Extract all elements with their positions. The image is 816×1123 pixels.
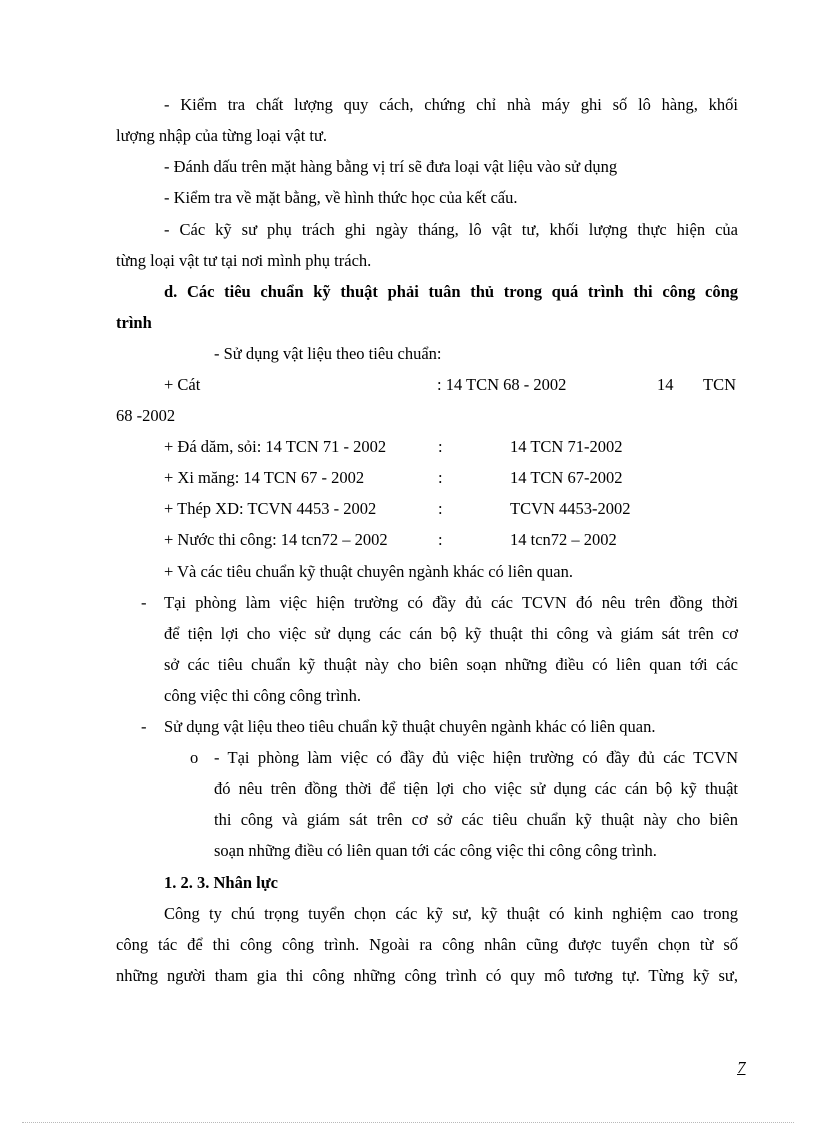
standard-row-value: 14 TCN 71-2002 bbox=[510, 437, 623, 456]
standard-cat-wrap: 68 -2002 bbox=[116, 406, 176, 425]
page-number: 7 bbox=[737, 1058, 746, 1077]
standard-row-label: + Xi măng: 14 TCN 67 - 2002 bbox=[164, 468, 365, 487]
paragraph-4-line-1: - Các kỹ sư phụ trách ghi ngày tháng, lô vật tư, khối lượng thực hiện của bbox=[164, 220, 738, 239]
standard-cat-label: + Cát bbox=[164, 375, 201, 394]
bullet-1-line-1: Tại phòng làm việc hiện trường có đầy đủ các TCVN đó nêu trên đồng thời bbox=[164, 593, 738, 612]
standard-row-value: TCVN 4453-2002 bbox=[510, 499, 631, 518]
section-line-3: những người tham gia thi công những công trình có quy mô tương tự. Từng kỹ sư, bbox=[116, 966, 738, 985]
paragraph-3: - Kiểm tra về mặt bằng, về hình thức học của kết cấu. bbox=[164, 188, 518, 207]
standard-row-value: 14 tcn72 – 2002 bbox=[510, 530, 617, 549]
section-line-2: công tác để thi công công trình. Ngoài ra công nhân cũng được tuyển chọn từ số bbox=[116, 935, 738, 954]
bullet-1-line-3: sở các tiêu chuẩn kỹ thuật này cho biên soạn những điều có liên quan tới các bbox=[164, 655, 738, 674]
standard-cat-extra-b: TCN bbox=[703, 375, 736, 394]
bullet-2: Sử dụng vật liệu theo tiêu chuẩn kỹ thuật chuyên ngành khác có liên quan. bbox=[164, 717, 656, 736]
section-heading: 1. 2. 3. Nhân lực bbox=[164, 873, 278, 892]
sub-bullet-marker: o bbox=[190, 748, 199, 767]
standard-row-label: + Nước thi công: 14 tcn72 – 2002 bbox=[164, 530, 388, 549]
paragraph-1-line-2: lượng nhập của từng loại vật tư. bbox=[116, 126, 328, 145]
paragraph-4-line-2: từng loại vật tư tại nơi mình phụ trách. bbox=[116, 251, 372, 270]
sub-bullet-line-4: soạn những điều có liên quan tới các công việc thi công công trình. bbox=[214, 841, 657, 860]
bullet-dash: - bbox=[141, 717, 147, 736]
standard-row-label: + Thép XD: TCVN 4453 - 2002 bbox=[164, 499, 377, 518]
standard-row-colon: : bbox=[438, 468, 443, 487]
standards-other: + Và các tiêu chuẩn kỹ thuật chuyên ngành khác có liên quan. bbox=[164, 562, 573, 581]
bullet-1-line-4: công việc thi công công trình. bbox=[164, 686, 362, 705]
standard-row-colon: : bbox=[438, 499, 443, 518]
paragraph-2: - Đánh dấu trên mặt hàng bằng vị trí sẽ đưa loại vật liệu vào sử dụng bbox=[164, 157, 618, 176]
standards-intro: - Sử dụng vật liệu theo tiêu chuẩn: bbox=[214, 344, 442, 363]
bullet-dash: - bbox=[141, 593, 147, 612]
standard-cat-extra-a: 14 bbox=[657, 375, 674, 394]
section-line-1: Công ty chú trọng tuyển chọn các kỹ sư, kỹ thuật có kinh nghiệm cao trong bbox=[164, 904, 738, 923]
standard-row-colon: : bbox=[438, 437, 443, 456]
sub-bullet-line-2: đó nêu trên đồng thời để tiện lợi cho việc sử dụng các cán bộ kỹ thuật bbox=[214, 779, 738, 798]
heading-d-line-1: d. Các tiêu chuẩn kỹ thuật phải tuân thủ trong quá trình thi công công bbox=[164, 282, 738, 301]
bullet-1-line-2: để tiện lợi cho việc sử dụng các cán bộ kỹ thuật thi công và giám sát trên cơ bbox=[164, 624, 738, 643]
paragraph-1-line-1: - Kiểm tra chất lượng quy cách, chứng chỉ nhà máy ghi số lô hàng, khối bbox=[164, 95, 738, 114]
sub-bullet-line-1: - Tại phòng làm việc có đầy đủ việc hiện trường có đầy đủ các TCVN bbox=[214, 748, 738, 767]
standard-row-colon: : bbox=[438, 530, 443, 549]
standard-row-label: + Đá dăm, sỏi: 14 TCN 71 - 2002 bbox=[164, 437, 387, 456]
heading-d-line-2: trình bbox=[116, 313, 152, 332]
standard-row-value: 14 TCN 67-2002 bbox=[510, 468, 623, 487]
sub-bullet-line-3: thi công và giám sát trên cơ sở các tiêu chuẩn kỹ thuật này cho biên bbox=[214, 810, 738, 829]
standard-cat-value: : 14 TCN 68 - 2002 bbox=[437, 375, 567, 394]
